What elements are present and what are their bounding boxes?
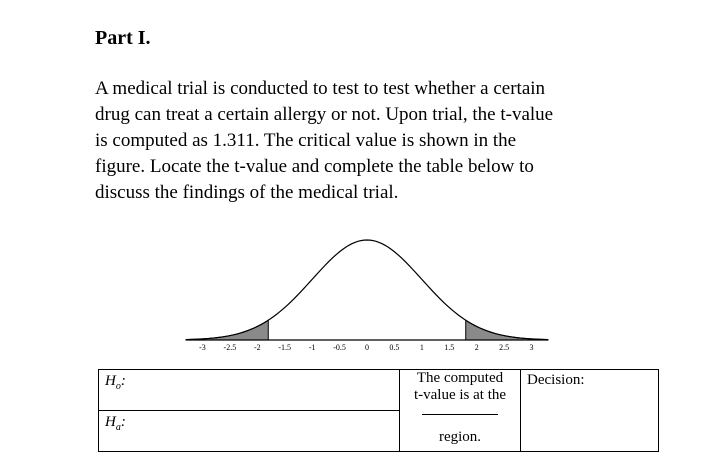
bell-curve-line: [186, 240, 548, 340]
decision-cell[interactable]: [521, 370, 659, 452]
paragraph-line: A medical trial is conducted to test to test whether a certain: [95, 78, 546, 99]
x-tick-label: -3: [199, 343, 206, 352]
null-hypothesis-label: $H_o$:: [105, 373, 126, 392]
paragraph-line: drug can treat a certain allergy or not. Upon trial, the t-value: [95, 104, 554, 125]
paragraph-line: figure. Locate the t-value and complete the table below to: [95, 156, 534, 177]
x-tick-label: 2: [474, 343, 479, 352]
problem-paragraph: [95, 76, 635, 206]
computed-line-3: region.: [438, 429, 482, 445]
x-tick-label: 0.5: [389, 343, 400, 352]
computed-line-2: t-value is at the: [413, 387, 507, 403]
x-tick-label: 1: [419, 343, 424, 352]
hypothesis-table: [98, 369, 659, 452]
paragraph-line: discuss the findings of the medical trial.: [95, 182, 399, 203]
x-tick-label: -2: [253, 343, 261, 352]
alt-hypothesis-cell[interactable]: [99, 411, 400, 452]
rejection-region-left: [186, 320, 268, 340]
region-blank[interactable]: [422, 414, 498, 415]
paragraph-line: is computed as 1.311. The critical value is shown in the: [95, 130, 517, 151]
rejection-region-right: [466, 320, 548, 340]
x-tick-label: 1.5: [444, 343, 455, 352]
x-tick-label: 2.5: [499, 343, 510, 352]
computed-region-cell: [400, 370, 521, 452]
x-tick-label: 3: [529, 343, 534, 352]
x-tick-label: -1.5: [278, 343, 292, 352]
x-tick-label: -1: [308, 343, 316, 352]
x-tick-label: 0: [365, 343, 369, 352]
x-tick-label: -0.5: [333, 343, 346, 352]
part-heading: Part I.: [95, 27, 151, 49]
decision-label: Decision:: [527, 372, 585, 388]
alt-hypothesis-label: $H_a$:: [105, 414, 126, 433]
t-distribution-curve: [180, 230, 560, 358]
computed-line-1: The computed: [416, 370, 504, 386]
x-tick-label: -2.5: [223, 343, 237, 352]
null-hypothesis-cell[interactable]: [99, 370, 400, 411]
